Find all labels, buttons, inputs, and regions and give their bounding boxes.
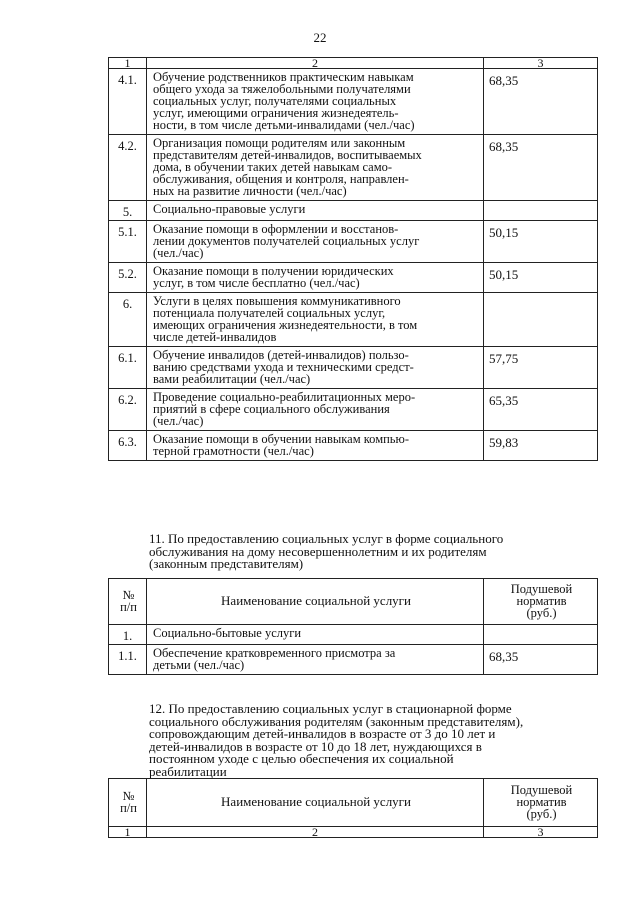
table-row	[109, 135, 598, 201]
service-name-line: Организация помощи родителям или законным	[153, 136, 406, 150]
header-number	[109, 579, 147, 625]
table-row	[109, 347, 598, 389]
column-index-row	[109, 827, 598, 838]
section-12-line: социального обслуживания родителям (законным представителям),	[149, 713, 524, 729]
service-name	[147, 645, 484, 675]
row-number: 6.1.	[109, 347, 147, 389]
table-row	[109, 263, 598, 293]
section-12-line: 12. По предоставлению социальных услуг в стационарной форме	[149, 701, 512, 716]
table-row	[109, 645, 598, 675]
section-12-line: реабилитации	[149, 763, 227, 779]
service-name-line: терной грамотности (чел./час)	[153, 444, 314, 458]
norm-value: 65,35	[484, 389, 598, 431]
row-number: 5.1.	[109, 221, 147, 263]
header-norm-line: Подушевой	[510, 783, 573, 797]
service-name-line: Социально-правовые услуги	[153, 202, 306, 216]
service-name-line: лении документов получателей социальных услуг	[153, 234, 420, 248]
row-number: 6.	[109, 293, 147, 347]
header-norm-line: норматив	[516, 594, 567, 608]
header-norm-line: (руб.)	[526, 807, 557, 821]
service-name-line: Проведение социально-реабилитационных меро-	[153, 390, 416, 404]
service-name-line: вами реабилитации (чел./час)	[153, 372, 311, 386]
service-name-line: общего ухода за тяжелобольными получателями	[153, 82, 411, 96]
header-norm-line: (руб.)	[526, 606, 557, 620]
service-name-line: приятий в сфере социального обслуживания	[153, 402, 390, 416]
service-name-line: ных на развитие личности (чел./час)	[153, 184, 347, 198]
service-name	[147, 431, 484, 461]
norm-value: 68,35	[484, 135, 598, 201]
norm-value: 50,15	[484, 221, 598, 263]
service-name-line: Обучение инвалидов (детей-инвалидов) пользо-	[153, 348, 409, 362]
service-name	[147, 389, 484, 431]
header-service-name: Наименование социальной услуги	[147, 779, 484, 827]
norm-value: 57,75	[484, 347, 598, 389]
service-name-line: (чел./час)	[153, 246, 204, 260]
header-norm	[484, 579, 598, 625]
service-name-line: ности, в том числе детьми-инвалидами (чел./час)	[153, 118, 415, 132]
service-name-line: детьми (чел./час)	[153, 658, 245, 672]
column-index-2: 2	[147, 827, 484, 838]
header-number-line: п/п	[120, 600, 137, 614]
section-11-heading	[149, 533, 599, 571]
column-index-3: 3	[484, 58, 598, 69]
table-row	[109, 69, 598, 135]
service-name-line: дома, в обучении таких детей навыкам само-	[153, 160, 393, 174]
service-name-line: ванию средствами ухода и техническими средст-	[153, 360, 414, 374]
service-name-line: Социально-бытовые услуги	[153, 626, 302, 640]
section-12-line: сопровождающим детей-инвалидов в возрасте от 3 до 10 лет и	[149, 726, 496, 741]
header-service-name: Наименование социальной услуги	[147, 579, 484, 625]
norm-value: 59,83	[484, 431, 598, 461]
header-norm-line: Подушевой	[510, 582, 573, 596]
column-index-2: 2	[147, 58, 484, 69]
norm-value: 68,35	[484, 69, 598, 135]
service-name-line: представителям детей-инвалидов, воспитываемых	[153, 148, 422, 162]
section-12-table	[108, 778, 598, 838]
service-name	[147, 347, 484, 389]
header-number-line: №	[122, 789, 135, 803]
row-number: 6.2.	[109, 389, 147, 431]
service-name-line: (чел./час)	[153, 414, 204, 428]
row-number: 4.1.	[109, 69, 147, 135]
service-name-line: Оказание помощи в оформлении и восстанов-	[153, 222, 399, 236]
section-11-line: (законным представителям)	[149, 556, 304, 571]
row-number: 5.	[109, 201, 147, 221]
service-name-line: услуг, в том числе бесплатно (чел./час)	[153, 276, 360, 290]
column-index-3: 3	[484, 827, 598, 838]
row-number: 1.1.	[109, 645, 147, 675]
norm-value: 50,15	[484, 263, 598, 293]
section-11-line: обслуживания на дому несовершеннолетним и их родителям	[149, 543, 487, 559]
service-name-line: имеющих ограничения жизнедеятельности, в том	[153, 318, 418, 332]
table-row	[109, 201, 598, 221]
row-number: 6.3.	[109, 431, 147, 461]
section-12-line: детей-инвалидов в возрасте от 10 до 18 лет, нуждающихся в	[149, 738, 482, 754]
services-table-continued	[108, 57, 598, 461]
service-name	[147, 625, 484, 645]
header-norm-line: норматив	[516, 795, 567, 809]
service-name-line: услуг, имеющими ограничения жизнедеятель-	[153, 106, 399, 120]
service-name-line: Оказание помощи в получении юридических	[153, 264, 394, 278]
row-number: 5.2.	[109, 263, 147, 293]
service-name-line: потенциала получателей социальных услуг,	[153, 306, 386, 320]
table-row	[109, 431, 598, 461]
column-index-1: 1	[109, 827, 147, 838]
section-12-heading	[149, 703, 599, 778]
service-name	[147, 69, 484, 135]
column-index-row	[109, 58, 598, 69]
header-norm	[484, 779, 598, 827]
service-name-line: Обучение родственников практическим навыкам	[153, 70, 414, 84]
header-number-line: п/п	[120, 801, 137, 815]
table-row	[109, 293, 598, 347]
norm-value: 68,35	[484, 645, 598, 675]
service-name	[147, 263, 484, 293]
section-12-line: постоянном уходе с целью обеспечения их социальной	[149, 751, 454, 766]
service-name-line: Оказание помощи в обучении навыкам компью-	[153, 432, 409, 446]
service-name-line: Услуги в целях повышения коммуникативного	[153, 294, 401, 308]
service-name-line: Обеспечение кратковременного присмотра за	[153, 646, 396, 660]
service-name-line: социальных услуг, получателями социальных	[153, 94, 397, 108]
norm-value	[484, 293, 598, 347]
table-row	[109, 625, 598, 645]
table-header-row	[109, 579, 598, 625]
service-name-line: обслуживания, общения и контроля, направлен-	[153, 172, 409, 186]
service-name-line: числе детей-инвалидов	[153, 330, 277, 344]
service-name	[147, 293, 484, 347]
service-name	[147, 221, 484, 263]
row-number: 1.	[109, 625, 147, 645]
section-11-line: 11. По предоставлению социальных услуг в форме социального	[149, 531, 504, 546]
norm-value	[484, 625, 598, 645]
service-name	[147, 201, 484, 221]
table-row	[109, 389, 598, 431]
service-name	[147, 135, 484, 201]
header-number-line: №	[122, 588, 135, 602]
row-number: 4.2.	[109, 135, 147, 201]
header-number	[109, 779, 147, 827]
section-11-table	[108, 578, 598, 675]
page-number: 22	[313, 30, 327, 45]
table-header-row	[109, 779, 598, 827]
norm-value	[484, 201, 598, 221]
table-row	[109, 221, 598, 263]
column-index-1: 1	[109, 58, 147, 69]
